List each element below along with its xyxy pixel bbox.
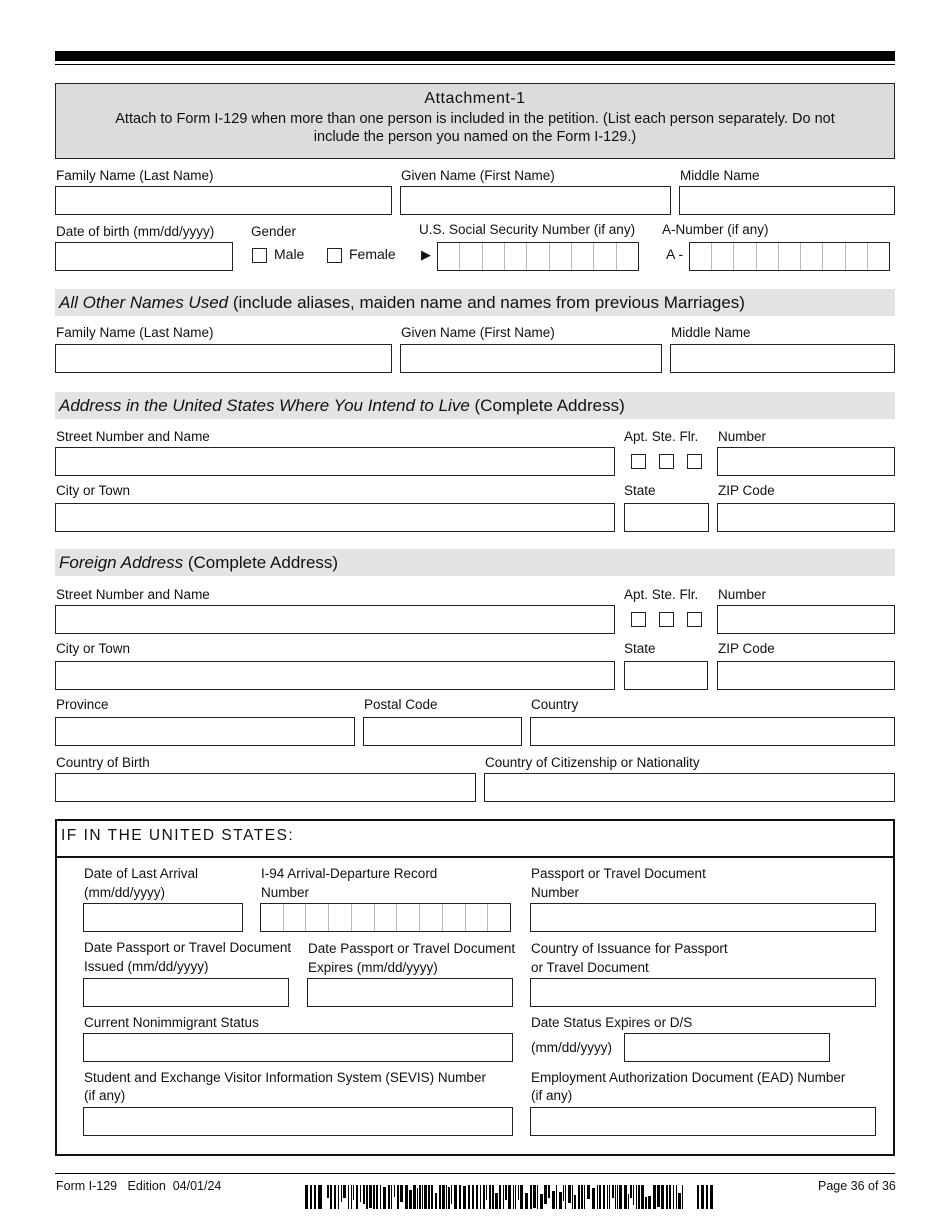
gender-male-checkbox[interactable] [252, 248, 267, 263]
middle-name-field[interactable] [679, 186, 895, 215]
postal-code-field[interactable] [363, 717, 522, 746]
anumber-label: A-Number (if any) [662, 222, 769, 237]
issuance-country-label-2: or Travel Document [531, 960, 649, 975]
birth-country-field[interactable] [55, 773, 476, 802]
other-middle-name-label: Middle Name [671, 325, 751, 340]
gender-label: Gender [251, 224, 297, 239]
attachment-title: Attachment-1 [424, 90, 526, 107]
postal-code-label: Postal Code [364, 697, 438, 712]
footer-form-edition: Form I-129 Edition 04/01/24 [56, 1179, 222, 1193]
us-flr-checkbox[interactable] [687, 454, 702, 469]
us-ste-checkbox[interactable] [659, 454, 674, 469]
dob-label: Date of birth (mm/dd/yyyy) [56, 224, 215, 239]
sevis-label-1: Student and Exchange Visitor Information System (SEVIS) Number [84, 1070, 486, 1085]
status-expires-label-2: (mm/dd/yyyy) [531, 1040, 612, 1055]
current-status-label: Current Nonimmigrant Status [84, 1015, 259, 1030]
top-thin-rule [55, 64, 895, 65]
dob-field[interactable] [55, 242, 233, 271]
foreign-number-label: Number [718, 587, 767, 602]
passport-issued-label-2: Issued (mm/dd/yyyy) [84, 959, 209, 974]
us-number-label: Number [718, 429, 767, 444]
ead-number-field[interactable] [530, 1107, 876, 1136]
status-expires-label-1: Date Status Expires or D/S [531, 1015, 693, 1030]
sevis-label-2: (if any) [84, 1088, 126, 1103]
other-family-name-label: Family Name (Last Name) [56, 325, 214, 340]
given-name-field[interactable] [400, 186, 671, 215]
ssn-field[interactable] [437, 242, 639, 271]
us-state-field[interactable] [624, 503, 709, 532]
top-thick-rule [55, 51, 895, 61]
attachment-header [55, 83, 895, 159]
us-state-label: State [624, 483, 656, 498]
attachment-instruction-1: Attach to Form I-129 when more than one person is included in the petition. (List each person separately. Do not [115, 111, 835, 127]
last-arrival-label-2: (mm/dd/yyyy) [84, 885, 165, 900]
other-family-name-field[interactable] [55, 344, 392, 373]
country-label: Country [531, 697, 579, 712]
us-street-field[interactable] [55, 447, 615, 476]
ead-label-1: Employment Authorization Document (EAD) Number [531, 1070, 846, 1085]
passport-number-label-2: Number [531, 885, 580, 900]
foreign-number-field[interactable] [717, 605, 895, 634]
sevis-number-field[interactable] [83, 1107, 513, 1136]
us-address-section-title: Address in the United States Where You Intend to Live (Complete Address) [55, 392, 895, 419]
foreign-city-label: City or Town [56, 641, 131, 656]
in-us-title: IF IN THE UNITED STATES: [61, 827, 295, 844]
anumber-prefix: A - [666, 246, 684, 262]
us-zip-label: ZIP Code [718, 483, 775, 498]
passport-number-label-1: Passport or Travel Document [531, 866, 706, 881]
foreign-city-field[interactable] [55, 661, 615, 690]
country-field[interactable] [530, 717, 895, 746]
i94-number-field[interactable] [260, 903, 511, 932]
passport-expires-label-2: Expires (mm/dd/yyyy) [308, 960, 438, 975]
foreign-state-label: State [624, 641, 656, 656]
family-name-field[interactable] [55, 186, 392, 215]
i94-label-1: I-94 Arrival-Departure Record [261, 866, 438, 881]
ead-label-2: (if any) [531, 1088, 573, 1103]
us-zip-field[interactable] [717, 503, 895, 532]
gender-female-label: Female [349, 246, 396, 262]
passport-expires-label-1: Date Passport or Travel Document [308, 941, 516, 956]
passport-issued-field[interactable] [83, 978, 289, 1007]
us-city-label: City or Town [56, 483, 131, 498]
us-apt-checkbox[interactable] [631, 454, 646, 469]
barcode-image [305, 1185, 715, 1209]
gender-male-label: Male [274, 246, 305, 262]
foreign-apt-label: Apt. Ste. Flr. [624, 587, 699, 602]
foreign-address-section-title: Foreign Address (Complete Address) [55, 549, 895, 576]
other-given-name-label: Given Name (First Name) [401, 325, 555, 340]
us-street-label: Street Number and Name [56, 429, 210, 444]
other-names-section-title: All Other Names Used (include aliases, maiden name and names from previous Marriages) [55, 289, 895, 316]
foreign-state-field[interactable] [624, 661, 708, 690]
us-number-field[interactable] [717, 447, 895, 476]
last-arrival-label-1: Date of Last Arrival [84, 866, 199, 881]
us-city-field[interactable] [55, 503, 615, 532]
i94-label-2: Number [261, 885, 310, 900]
issuance-country-field[interactable] [530, 978, 876, 1007]
foreign-zip-label: ZIP Code [718, 641, 775, 656]
other-given-name-field[interactable] [400, 344, 662, 373]
status-expires-field[interactable] [624, 1033, 830, 1062]
province-field[interactable] [55, 717, 355, 746]
middle-name-label: Middle Name [680, 168, 760, 183]
passport-issued-label-1: Date Passport or Travel Document [84, 940, 292, 955]
given-name-label: Given Name (First Name) [401, 168, 555, 183]
current-status-field[interactable] [83, 1033, 513, 1062]
passport-number-field[interactable] [530, 903, 876, 932]
us-apt-label: Apt. Ste. Flr. [624, 429, 699, 444]
in-us-title-divider [55, 856, 895, 858]
passport-expires-field[interactable] [307, 978, 513, 1007]
foreign-street-field[interactable] [55, 605, 615, 634]
footer-rule [55, 1173, 895, 1174]
last-arrival-field[interactable] [83, 903, 243, 932]
other-middle-name-field[interactable] [670, 344, 895, 373]
foreign-street-label: Street Number and Name [56, 587, 210, 602]
foreign-ste-checkbox[interactable] [659, 612, 674, 627]
ssn-arrow-icon: ▶ [421, 247, 431, 262]
foreign-zip-field[interactable] [717, 661, 895, 690]
province-label: Province [56, 697, 109, 712]
footer-page-number: Page 36 of 36 [818, 1179, 896, 1193]
issuance-country-label-1: Country of Issuance for Passport [531, 941, 728, 956]
citizenship-field[interactable] [484, 773, 895, 802]
foreign-flr-checkbox[interactable] [687, 612, 702, 627]
family-name-label: Family Name (Last Name) [56, 168, 214, 183]
attachment-instruction-2: include the person you named on the Form I-129.) [313, 129, 637, 145]
ssn-label: U.S. Social Security Number (if any) [419, 222, 636, 237]
anumber-field[interactable] [689, 242, 890, 271]
foreign-apt-checkbox[interactable] [631, 612, 646, 627]
gender-female-checkbox[interactable] [327, 248, 342, 263]
birth-country-label: Country of Birth [56, 755, 150, 770]
citizenship-label: Country of Citizenship or Nationality [485, 755, 700, 770]
